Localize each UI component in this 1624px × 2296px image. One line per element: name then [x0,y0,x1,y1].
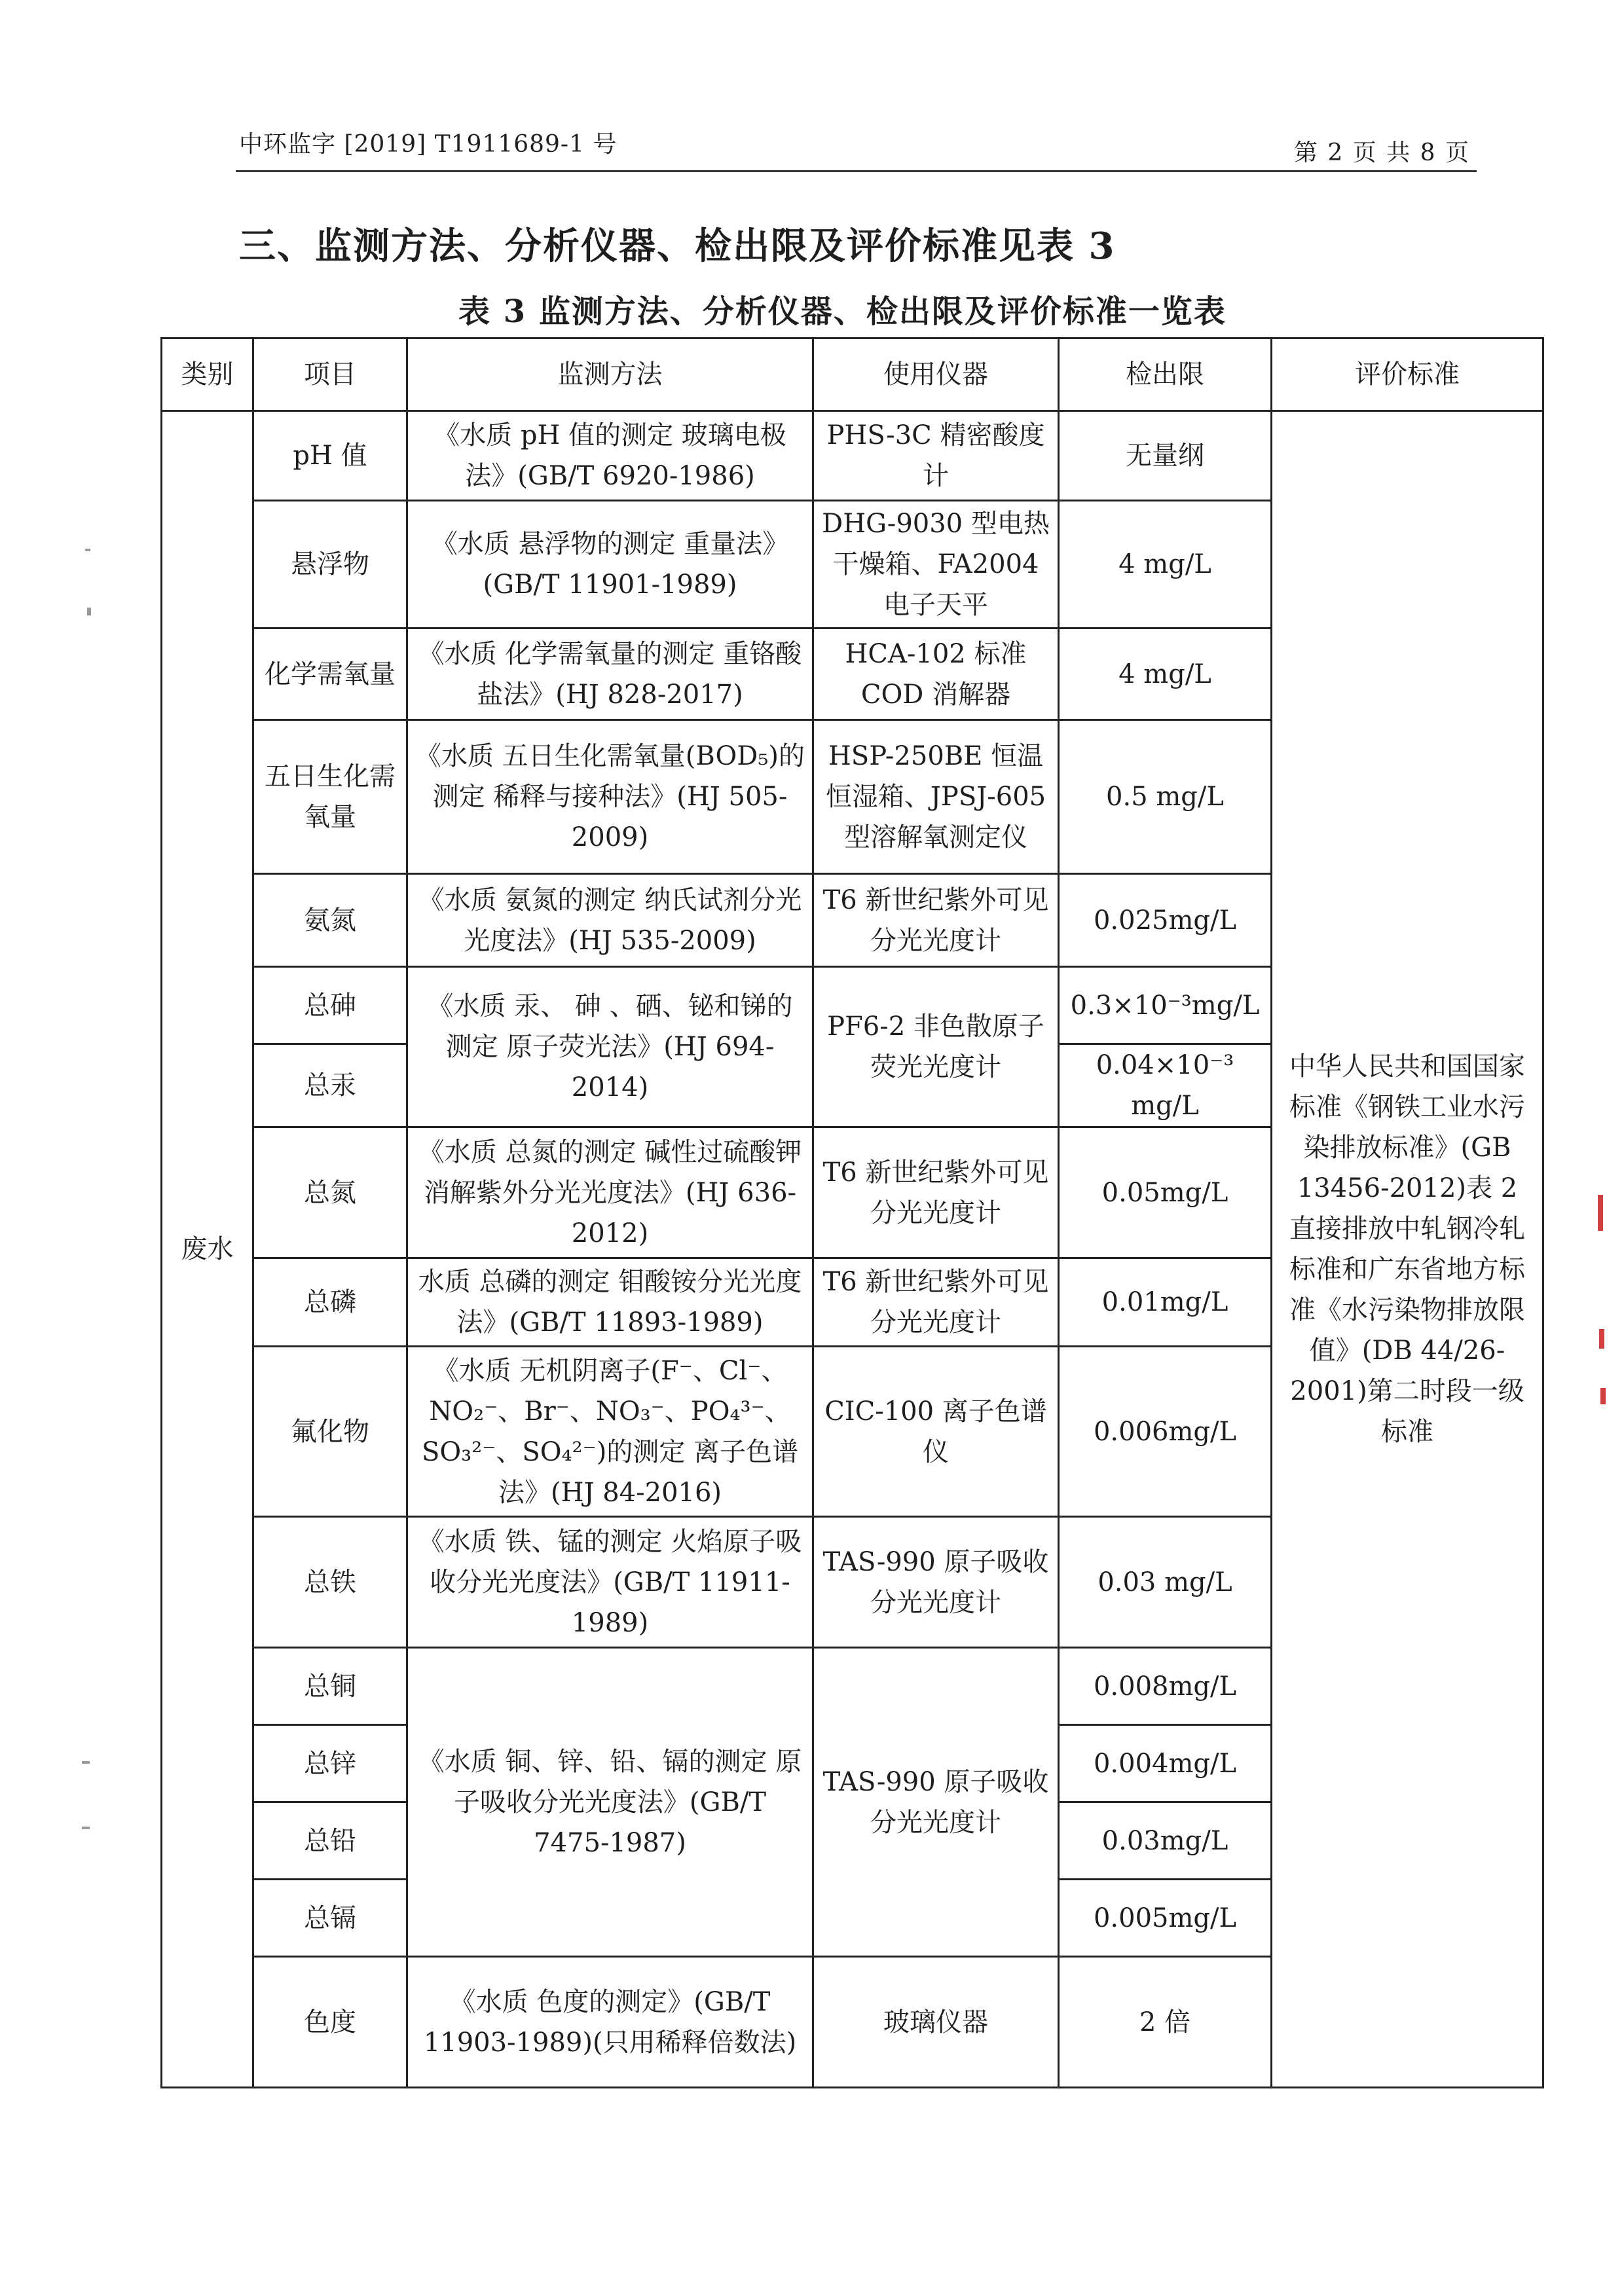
method-cell: 《水质 化学需氧量的测定 重铬酸盐法》(HJ 828-2017) [407,629,813,720]
item-cell: 总氮 [253,1127,407,1258]
stamp-edge [1600,1388,1606,1404]
item-cell: 总磷 [253,1258,407,1347]
instrument-cell: HSP-250BE 恒温恒湿箱、JPSJ-605 型溶解氧测定仪 [813,720,1059,874]
instrument-cell: TAS-990 原子吸收分光光度计 [813,1517,1059,1648]
limit-cell: 0.04×10⁻³ mg/L [1059,1044,1272,1127]
item-cell: 总汞 [253,1044,407,1127]
item-cell: 总锌 [253,1725,407,1802]
instrument-cell: CIC-100 离子色谱仪 [813,1347,1059,1517]
method-cell: 《水质 汞、 砷 、硒、铋和锑的测定 原子荧光法》(HJ 694-2014) [407,967,813,1127]
method-cell: 《水质 无机阴离子(F⁻、Cl⁻、NO₂⁻、Br⁻、NO₃⁻、PO₄³⁻、SO₃²⁻、SO₄²⁻)的测定 离子色谱法》(HJ 84-2016) [407,1347,813,1517]
method-cell: 《水质 悬浮物的测定 重量法》(GB/T 11901-1989) [407,501,813,629]
table-row [162,411,1543,501]
limit-cell: 0.01mg/L [1059,1258,1272,1347]
standard-cell: 中华人民共和国国家标准《钢铁工业水污染排放标准》(GB 13456-2012)表 2 直接排放中轧钢冷轧标准和广东省地方标准《水污染物排放限值》(DB 44/26-2001)第二时段一级标准 [1272,411,1543,2088]
monitoring-methods-table [160,337,1544,2088]
limit-cell: 0.004mg/L [1059,1725,1272,1802]
limit-cell: 0.005mg/L [1059,1880,1272,1957]
header-method: 监测方法 [407,338,813,411]
instrument-cell: PHS-3C 精密酸度计 [813,411,1059,501]
item-cell: 悬浮物 [253,501,407,629]
scan-artifact [85,549,90,551]
limit-cell: 0.006mg/L [1059,1347,1272,1517]
limit-cell: 4 mg/L [1059,501,1272,629]
page-info: 第 2 页 共 8 页 [1293,139,1470,166]
limit-cell: 2 倍 [1059,1957,1272,2088]
limit-cell: 4 mg/L [1059,629,1272,720]
method-cell: 《水质 总氮的测定 碱性过硫酸钾消解紫外分光光度法》(HJ 636-2012) [407,1127,813,1258]
header-item: 项目 [253,338,407,411]
instrument-cell: DHG-9030 型电热干燥箱、FA2004 电子天平 [813,501,1059,629]
scan-artifact [82,1827,90,1829]
method-cell: 《水质 五日生化需氧量(BOD₅)的测定 稀释与接种法》(HJ 505-2009) [407,720,813,874]
header-limit: 检出限 [1059,338,1272,411]
section-title: 三、监测方法、分析仪器、检出限及评价标准见表 3 [239,225,1116,268]
stamp-edge [1598,1195,1603,1231]
table-header-row [162,338,1543,411]
limit-cell: 0.3×10⁻³mg/L [1059,967,1272,1044]
limit-cell: 无量纲 [1059,411,1272,501]
scan-artifact [87,608,91,615]
limit-cell: 0.008mg/L [1059,1648,1272,1725]
table-caption: 表 3 监测方法、分析仪器、检出限及评价标准一览表 [458,293,1227,330]
item-cell: 化学需氧量 [253,629,407,720]
instrument-cell: T6 新世纪紫外可见分光光度计 [813,1127,1059,1258]
category-cell: 废水 [162,411,253,2088]
limit-cell: 0.05mg/L [1059,1127,1272,1258]
document-number: 中环监字 [2019] T1911689-1 号 [239,131,618,158]
item-cell: 五日生化需氧量 [253,720,407,874]
instrument-cell: TAS-990 原子吸收分光光度计 [813,1648,1059,1957]
method-cell: 《水质 铜、锌、铅、镉的测定 原子吸收分光光度法》(GB/T 7475-1987) [407,1648,813,1957]
stamp-edge [1599,1329,1604,1349]
scan-artifact [82,1761,90,1764]
method-cell: 水质 总磷的测定 钼酸铵分光光度法》(GB/T 11893-1989) [407,1258,813,1347]
limit-cell: 0.025mg/L [1059,874,1272,967]
instrument-cell: 玻璃仪器 [813,1957,1059,2088]
instrument-cell: PF6-2 非色散原子荧光光度计 [813,967,1059,1127]
method-cell: 《水质 氨氮的测定 纳氏试剂分光光度法》(HJ 535-2009) [407,874,813,967]
header-instrument: 使用仪器 [813,338,1059,411]
instrument-cell: T6 新世纪紫外可见分光光度计 [813,1258,1059,1347]
instrument-cell: HCA-102 标准 COD 消解器 [813,629,1059,720]
method-cell: 《水质 色度的测定》(GB/T 11903-1989)(只用稀释倍数法) [407,1957,813,2088]
item-cell: 总镉 [253,1880,407,1957]
limit-cell: 0.5 mg/L [1059,720,1272,874]
method-cell: 《水质 铁、锰的测定 火焰原子吸收分光光度法》(GB/T 11911-1989) [407,1517,813,1648]
item-cell: 氨氮 [253,874,407,967]
method-cell: 《水质 pH 值的测定 玻璃电极法》(GB/T 6920-1986) [407,411,813,501]
header-standard: 评价标准 [1272,338,1543,411]
header-category: 类别 [162,338,253,411]
item-cell: pH 值 [253,411,407,501]
item-cell: 色度 [253,1957,407,2088]
item-cell: 总铅 [253,1802,407,1880]
item-cell: 总铜 [253,1648,407,1725]
item-cell: 总铁 [253,1517,407,1648]
instrument-cell: T6 新世纪紫外可见分光光度计 [813,874,1059,967]
header-divider [236,170,1477,172]
limit-cell: 0.03mg/L [1059,1802,1272,1880]
limit-cell: 0.03 mg/L [1059,1517,1272,1648]
item-cell: 氟化物 [253,1347,407,1517]
item-cell: 总砷 [253,967,407,1044]
